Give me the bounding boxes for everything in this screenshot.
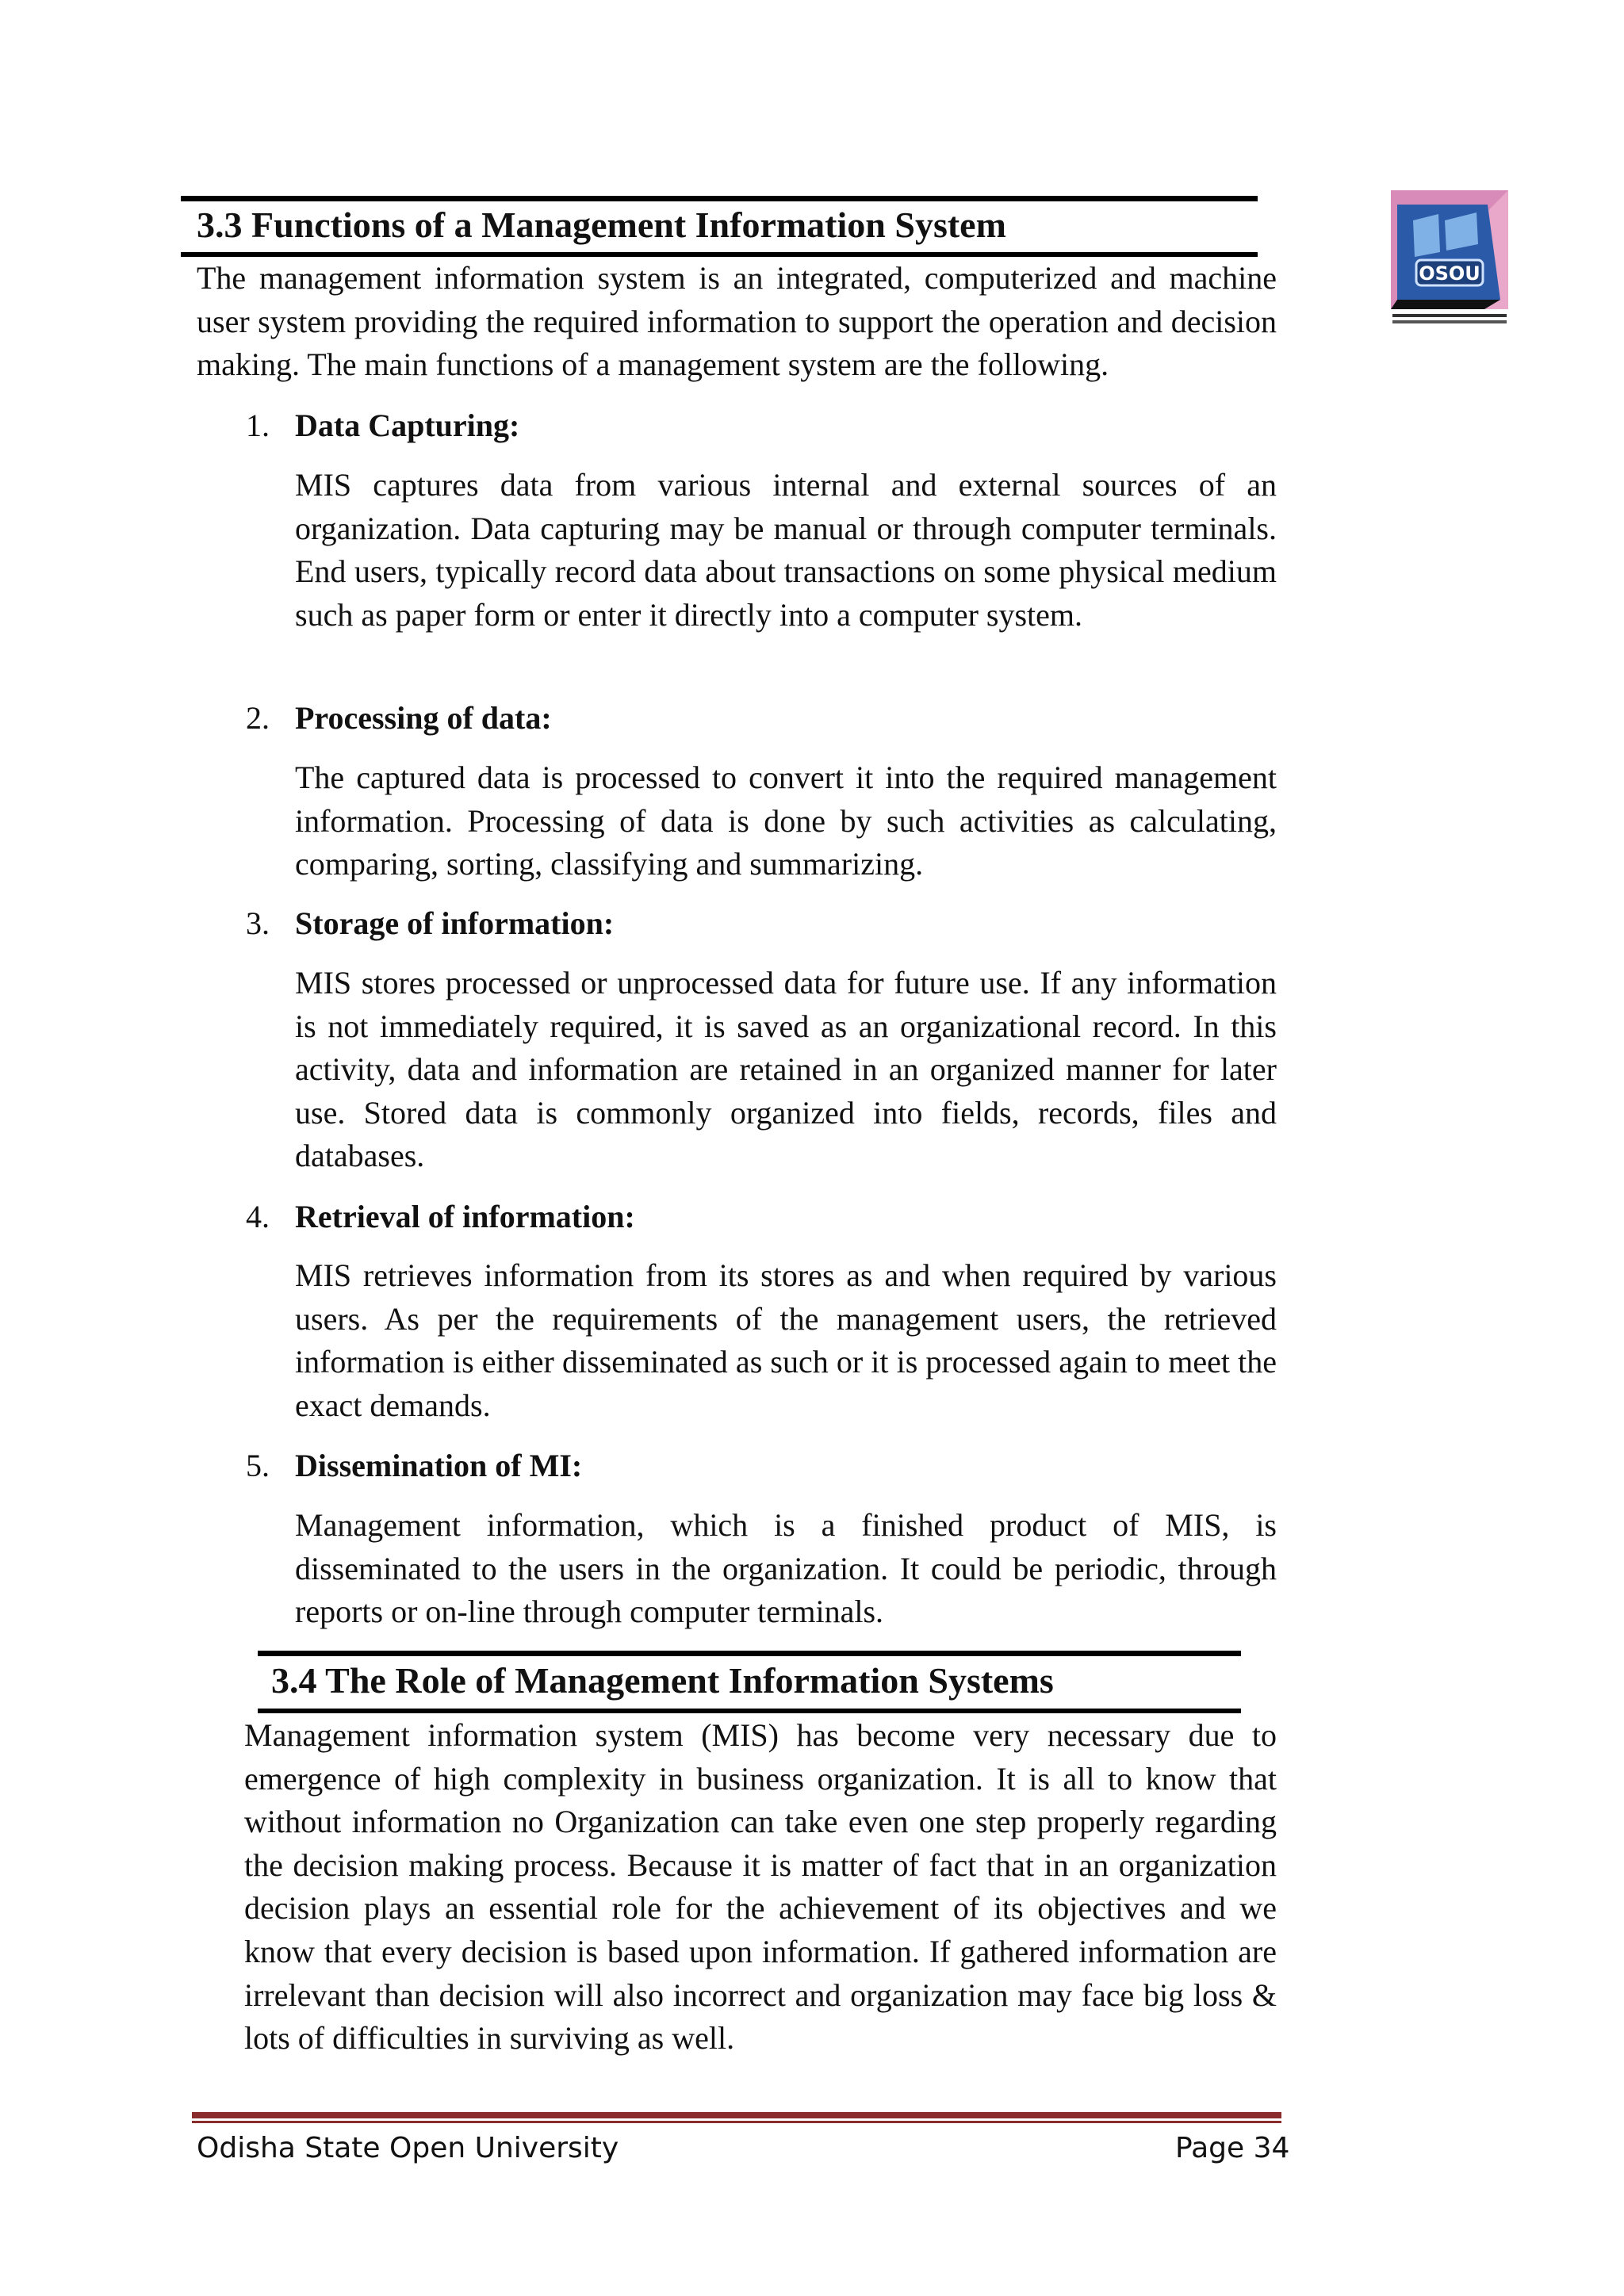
list-item-number: 5. bbox=[246, 1448, 270, 1483]
list-item-number: 2. bbox=[246, 700, 270, 736]
university-logo-icon bbox=[1389, 189, 1510, 330]
footer-rule-thick bbox=[192, 2112, 1281, 2118]
section-role-paragraph: Management information system (MIS) has become very necessary due to emergence of high complexity in business organization. It is all to know that without information no Organization can take even one step properly regarding the decision making process. Because it is matter of fact that in an organization decision plays an essential role for the achievement of its objectives and we know that every decision is based upon information. If gathered information are irrelevant than decision will also incorrect and organization may face big loss & lots of difficulties in surviving as well. bbox=[244, 1717, 1277, 2057]
list-item-heading: Data Capturing: bbox=[295, 408, 520, 443]
footer-rule-thin bbox=[192, 2121, 1281, 2123]
list-item-title bbox=[246, 1196, 635, 1238]
list-item-text: Management information, which is a finished product of MIS, is disseminated to the users in the organization. It could be periodic, through reports or on-line through computer terminals. bbox=[295, 1507, 1277, 1630]
section-heading-3-4: 3.4 The Role of Management Information Systems bbox=[271, 1660, 1054, 1701]
list-item-text: MIS stores processed or unprocessed data for future use. If any information is not immediately required, it is saved as an organizational record. In this activity, data and information are retained in an organized manner for later use. Stored data is commonly organized into fields, records, files and databases. bbox=[295, 965, 1277, 1174]
list-item-heading: Retrieval of information: bbox=[295, 1199, 635, 1234]
heading-bottom-rule bbox=[258, 1709, 1241, 1713]
list-item-number: 1. bbox=[246, 408, 270, 443]
footer-page-number: Page 34 bbox=[1175, 2132, 1290, 2164]
list-item-text: MIS retrieves information from its stores as and when required by various users. As per the requirements of the management users, the retrieved information is either disseminated as such or it is processed again to meet the exact demands. bbox=[295, 1257, 1277, 1423]
footer-university-name: Odisha State Open University bbox=[197, 2132, 619, 2164]
list-item-title bbox=[246, 404, 519, 447]
list-item-title bbox=[246, 902, 614, 945]
list-item-heading: Processing of data: bbox=[295, 700, 552, 736]
list-item-heading: Dissemination of MI: bbox=[295, 1448, 583, 1483]
list-item-text: The captured data is processed to convert it into the required management information. Processing of data is done by such activities as calculating, comparing, sorting, classifying and summarizing. bbox=[295, 760, 1277, 882]
heading-top-rule bbox=[258, 1651, 1241, 1656]
list-item-number: 4. bbox=[246, 1199, 270, 1234]
svg-text:OSOU: OSOU bbox=[1419, 262, 1480, 285]
list-item-number: 3. bbox=[246, 905, 270, 941]
list-item-text: MIS captures data from various internal and external sources of an organization. Data capturing may be manual or through computer terminals. End users, typically record data about transactions on some physical medium such as paper form or enter it directly into a computer system. bbox=[295, 467, 1277, 633]
section-intro-paragraph: The management information system is an integrated, computerized and machine user system providing the required information to support the operation and decision making. The main functions of a management system are the following. bbox=[197, 260, 1277, 383]
section-heading-3-3: 3.3 Functions of a Management Information System bbox=[197, 205, 1006, 245]
list-item-title bbox=[246, 697, 552, 740]
list-item-title bbox=[246, 1445, 582, 1487]
heading-top-rule bbox=[181, 196, 1258, 201]
list-item-heading: Storage of information: bbox=[295, 905, 615, 941]
